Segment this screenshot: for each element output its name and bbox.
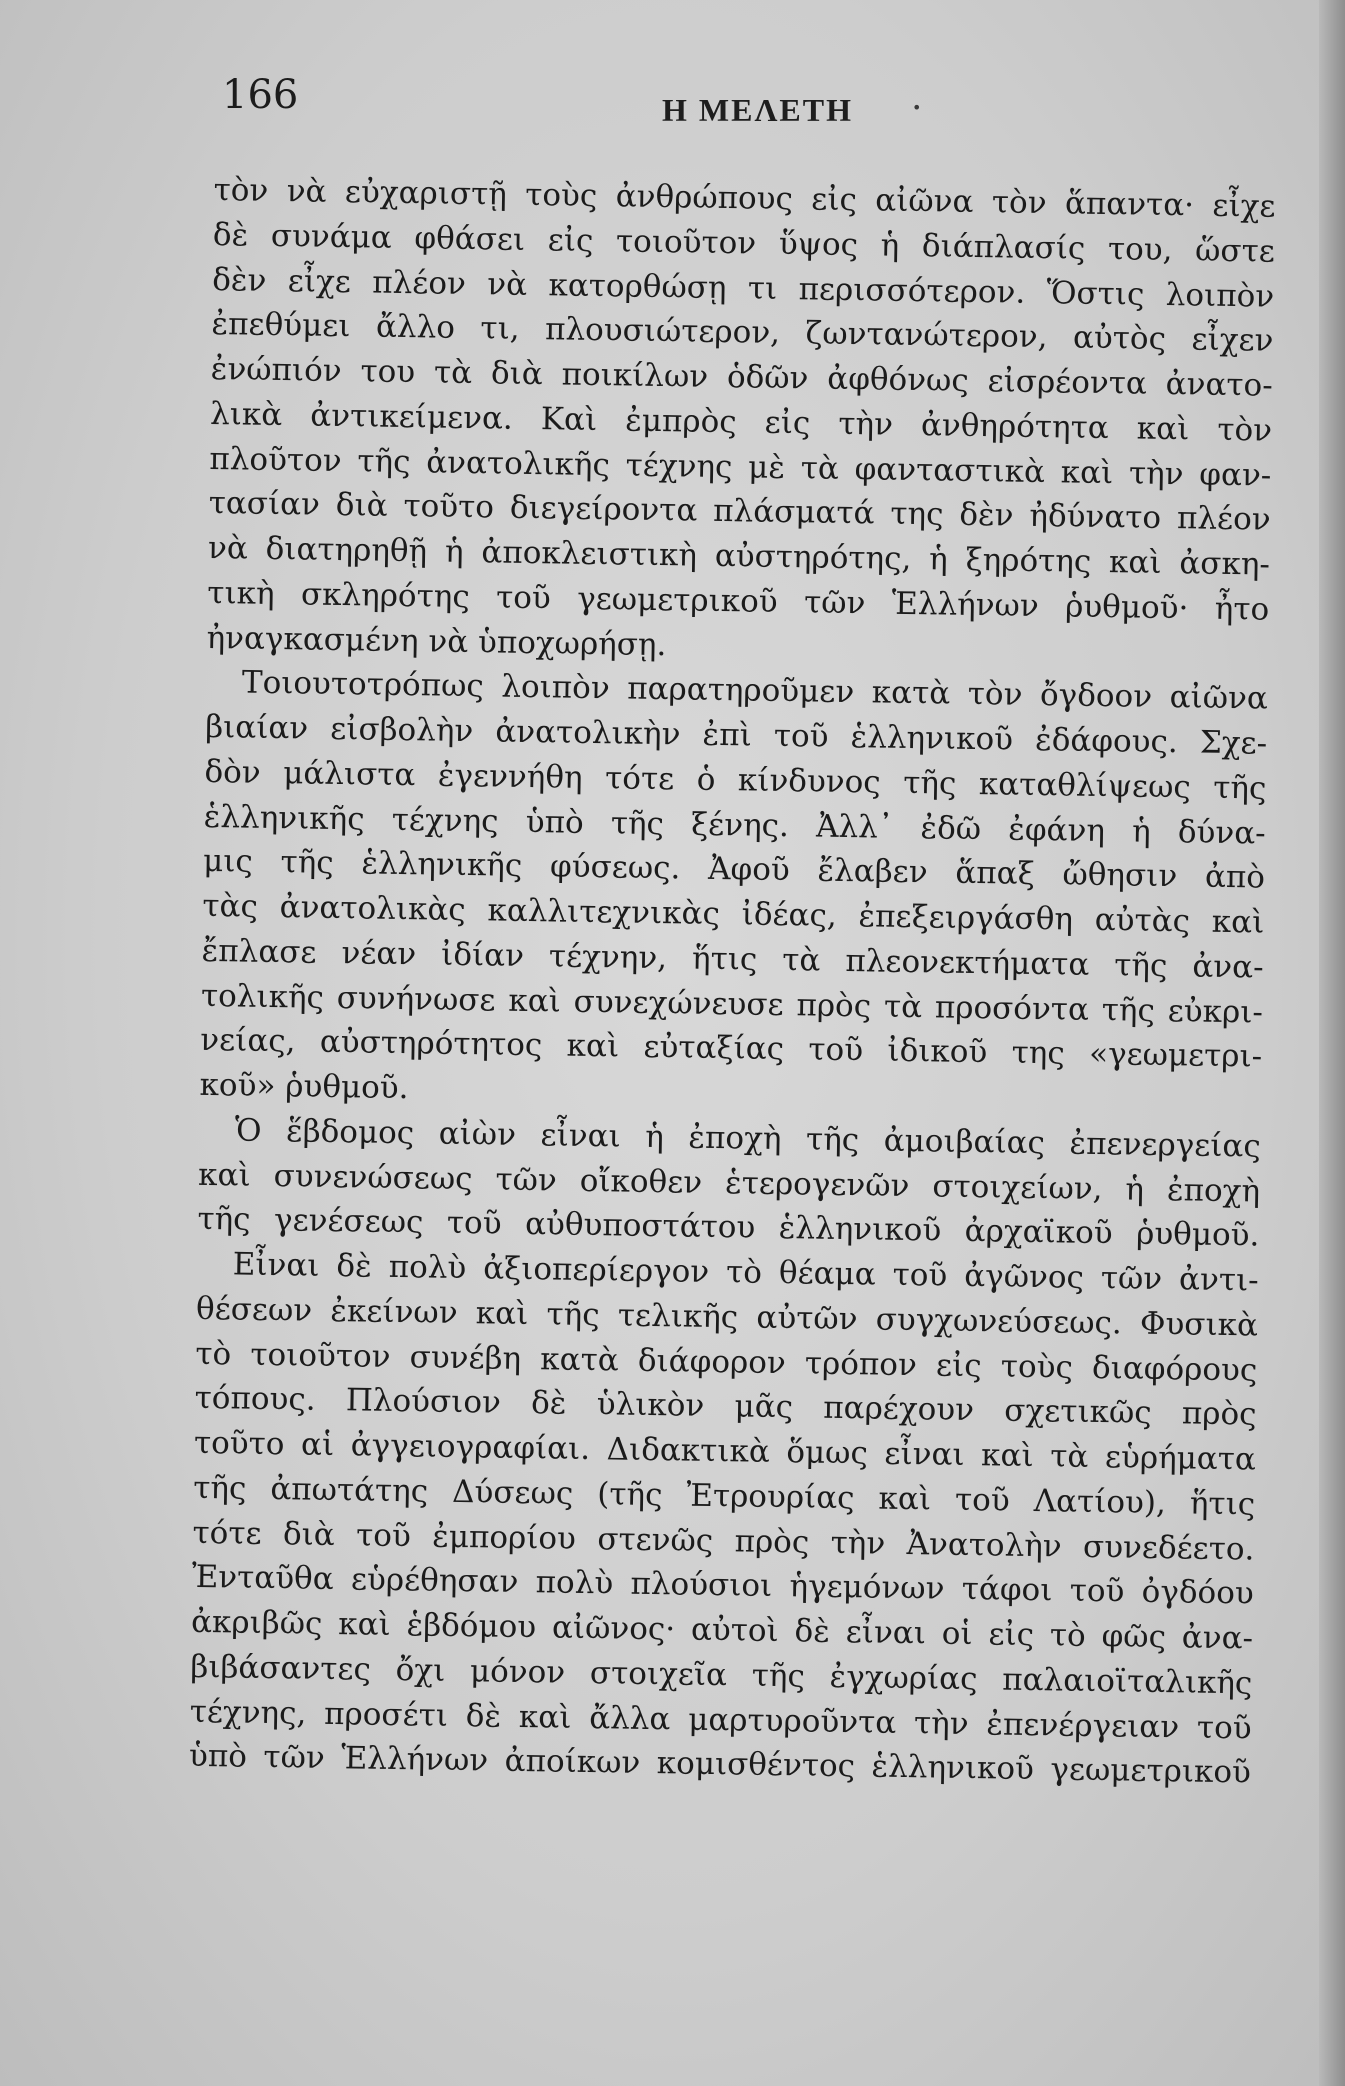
page-edge-shadow [1319, 0, 1345, 2086]
text-line: ἑλληνικῆς τέχνης ὑπὸ τῆς ξένης. Ἀλλ᾽ ἐδῶ ἐφάνη ἡ δύνα- [203, 798, 1266, 852]
body-text [189, 168, 1276, 1795]
text-line: τοῦτο αἱ ἀγγειογραφίαι. Διδακτικὰ ὅμως εἶναι καὶ τὰ εὑρήματα [193, 1424, 1257, 1478]
text-line: ὑπὸ τῶν Ἑλλήνων ἀποίκων κομισθέντος ἑλληνικοῦ γεωμετρικοῦ [188, 1738, 1252, 1791]
text-line: καὶ συνενώσεως τῶν οἴκοθεν ἑτερογενῶν στοιχείων, ἡ ἐποχὴ [197, 1156, 1261, 1210]
text-line: Εἶναι δὲ πολὺ ἀξιοπερίεργον τὸ θέαμα τοῦ ἀγῶνος τῶν ἀντι- [232, 1246, 1259, 1299]
text-line: τότε διὰ τοῦ ἐμπορίου στενῶς πρὸς τὴν Ἀνατολὴν συνεδέετο. [192, 1514, 1255, 1568]
running-head-title: Η ΜΕΛΕΤΗ [662, 92, 853, 128]
text-line: κοῦ» ῥυθμοῦ. [199, 1066, 409, 1107]
text-line: τόπους. Πλούσιον δὲ ὑλικὸν μᾶς παρέχουν σχετικῶς πρὸς [194, 1380, 1257, 1433]
text-line: τῆς ἀπωτάτης Δύσεως (τῆς Ἐτρουρίας καὶ τοῦ Λατίου), ἥτις [192, 1469, 1256, 1523]
page-number: 166 [222, 72, 299, 118]
text-line: τὸ τοιοῦτον συνέβη κατὰ διάφορον τρόπον εἰς τοὺς διαφόρους [195, 1335, 1258, 1389]
text-line: ἐπεθύμει ἄλλο τι, πλουσιώτερον, ζωντανώτερον, αὐτὸς εἶχεν [211, 306, 1274, 359]
text-line: νὰ διατηρηθῇ ἡ ἀποκλειστικὴ αὐστηρότης, ἡ ξηρότης καὶ ἀσκη- [207, 529, 1271, 583]
text-line: τῆς γενέσεως τοῦ αὐθυποστάτου ἑλληνικοῦ ἀρχαϊκοῦ ῥυθμοῦ. [197, 1201, 1260, 1254]
text-line: Ὁ ἕβδομος αἰὼν εἶναι ἡ ἐποχὴ τῆς ἀμοιβαίας ἐπενεργείας [234, 1112, 1262, 1165]
text-line: δὲ συνάμα φθάσει εἰς τοιοῦτον ὕψος ἡ διάπλασίς του, ὥστε [212, 216, 1276, 270]
text-line: μις τῆς ἑλληνικῆς φύσεως. Ἀφοῦ ἔλαβεν ἅπαξ ὤθησιν ἀπὸ [202, 843, 1266, 896]
ornament-mark: • [912, 98, 922, 117]
text-line: τὸν νὰ εὐχαριστῇ τοὺς ἀνθρώπους εἰς αἰῶνα τὸν ἅπαντα· εἶχε [213, 171, 1276, 225]
text-line: πλοῦτον τῆς ἀνατολικῆς τέχνης μὲ τὰ φανταστικὰ καὶ τὴν φαν- [209, 440, 1272, 494]
page-header [0, 0, 1345, 160]
text-line: βιβάσαντες ὄχι μόνον στοιχεῖα τῆς ἐγχωρίας παλαιοϊταλικῆς [190, 1648, 1253, 1702]
text-line: τὰς ἀνατολικὰς καλλιτεχνικὰς ἰδέας, ἐπεξειργάσθη αὐτὰς καὶ [202, 887, 1265, 941]
text-line: τασίαν διὰ τοῦτο διεγείροντα πλάσματά της δὲν ἠδύνατο πλέον [208, 485, 1271, 538]
text-line: τολικῆς συνήνωσε καὶ συνεχώνευσε πρὸς τὰ προσόντα τῆς εὐκρι- [200, 977, 1264, 1031]
text-line: ἐνώπιόν του τὰ διὰ ποικίλων ὁδῶν ἀφθόνως εἰσρέοντα ἀνατο- [210, 350, 1273, 404]
text-line: Τοιουτοτρόπως λοιπὸν παρατηροῦμεν κατὰ τὸν ὄγδοον αἰῶνα [241, 664, 1269, 717]
text-line: Ἐνταῦθα εὑρέθησαν πολὺ πλούσιοι ἡγεμόνων τάφοι τοῦ ὀγδόου [191, 1559, 1255, 1612]
text-line: τέχνης, προσέτι δὲ καὶ ἄλλα μαρτυροῦντα τὴν ἐπενέργειαν τοῦ [189, 1693, 1252, 1746]
text-line: θέσεων ἐκείνων καὶ τῆς τελικῆς αὐτῶν συγχωνεύσεως. Φυσικὰ [195, 1290, 1259, 1344]
text-line: λικὰ ἀντικείμενα. Καὶ ἐμπρὸς εἰς τὴν ἀνθηρότητα καὶ τὸν [209, 395, 1273, 449]
text-line: ἠναγκασμένη νὰ ὑποχωρήσῃ. [206, 619, 667, 663]
text-line: δὸν μάλιστα ἐγεννήθη τότε ὁ κίνδυνος τῆς καταθλίψεως τῆς [204, 753, 1267, 807]
text-line: τικὴ σκληρότης τοῦ γεωμετρικοῦ τῶν Ἑλλήνων ῥυθμοῦ· ἦτο [207, 574, 1270, 628]
text-line: ἔπλασε νέαν ἰδίαν τέχνην, ἥτις τὰ πλεονεκτήματα τῆς ἀνα- [201, 932, 1264, 986]
text-line: βιαίαν εἰσβολὴν ἀνατολικὴν ἐπὶ τοῦ ἑλληνικοῦ ἐδάφους. Σχε- [204, 708, 1268, 762]
text-line: νείας, αὐστηρότητος καὶ εὐταξίας τοῦ ἰδικοῦ της «γεωμετρι- [200, 1022, 1263, 1075]
text-line: δὲν εἶχε πλέον νὰ κατορθώσῃ τι περισσότερον. Ὅστις λοιπὸν [211, 261, 1275, 315]
text-line: ἀκριβῶς καὶ ἑβδόμου αἰῶνος· αὐτοὶ δὲ εἶναι οἱ εἰς τὸ φῶς ἀνα- [190, 1603, 1254, 1657]
